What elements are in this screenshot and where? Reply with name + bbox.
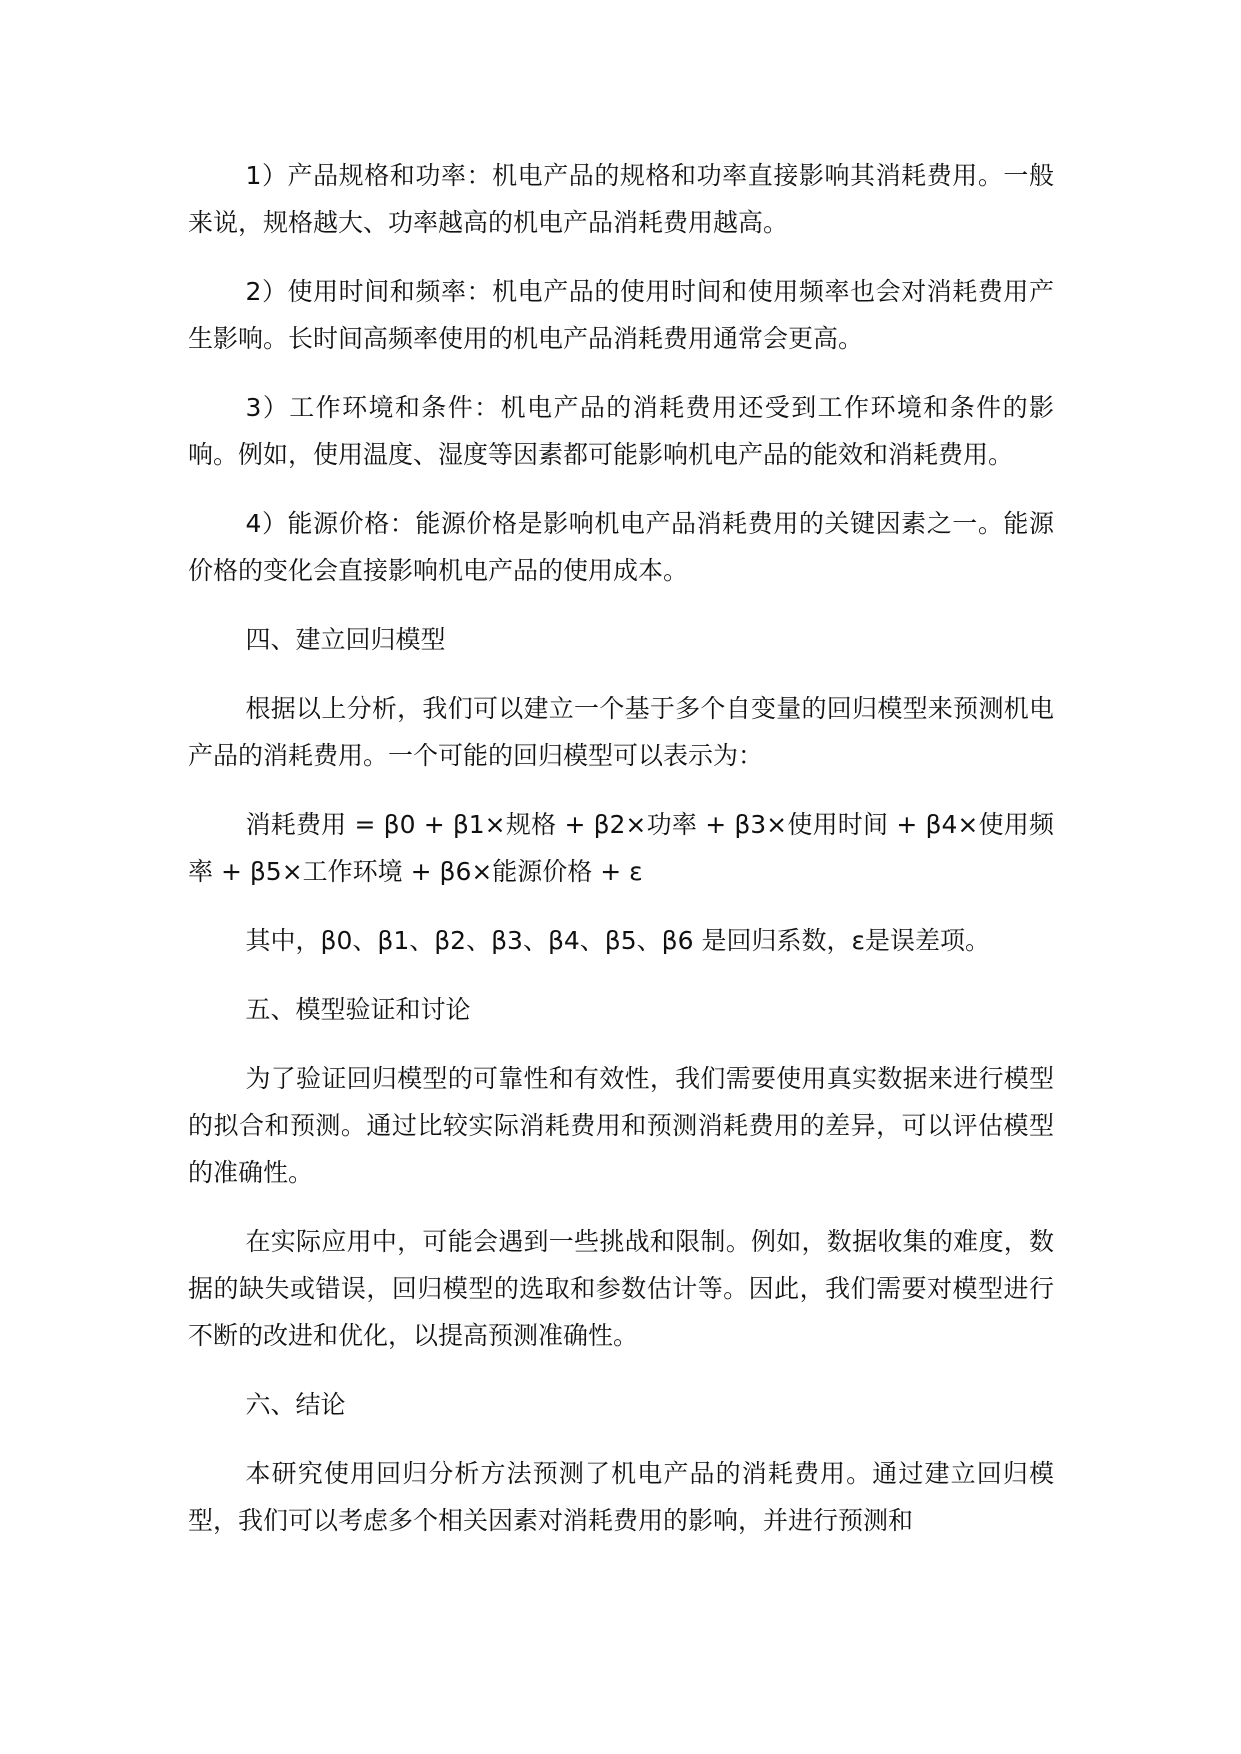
paragraph-formula: 消耗费用 = β0 + β1×规格 + β2×功率 + β3×使用时间 + β4×使用频率 + β5×工作环境 + β6×能源价格 + ε — [188, 810, 1054, 886]
paragraph-coefficients: 其中，β0、β1、β2、β3、β4、β5、β6 是回归系数，ε是误差项。 — [245, 926, 990, 955]
paragraph-spec-power: 1）产品规格和功率：机电产品的规格和功率直接影响其消耗费用。一般来说，规格越大、功率越高的机电产品消耗费用越高。 — [188, 161, 1054, 237]
paragraph-model-intro: 根据以上分析，我们可以建立一个基于多个自变量的回归模型来预测机电产品的消耗费用。一个可能的回归模型可以表示为： — [188, 694, 1054, 770]
paragraph-conclusion: 本研究使用回归分析方法预测了机电产品的消耗费用。通过建立回归模型，我们可以考虑多个相关因素对消耗费用的影响，并进行预测和 — [188, 1459, 1054, 1535]
paragraph-challenges: 在实际应用中，可能会遇到一些挑战和限制。例如，数据收集的难度，数据的缺失或错误，回归模型的选取和参数估计等。因此，我们需要对模型进行不断的改进和优化，以提高预测准确性。 — [188, 1227, 1054, 1350]
section-heading-model: 四、建立回归模型 — [245, 625, 446, 654]
paragraph-energy-price: 4）能源价格：能源价格是影响机电产品消耗费用的关键因素之一。能源价格的变化会直接影响机电产品的使用成本。 — [188, 509, 1054, 585]
paragraph-usage-time: 2）使用时间和频率：机电产品的使用时间和使用频率也会对消耗费用产生影响。长时间高频率使用的机电产品消耗费用通常会更高。 — [188, 277, 1054, 353]
paragraph-environment: 3）工作环境和条件：机电产品的消耗费用还受到工作环境和条件的影响。例如，使用温度、湿度等因素都可能影响机电产品的能效和消耗费用。 — [188, 393, 1054, 469]
paragraph-validation: 为了验证回归模型的可靠性和有效性，我们需要使用真实数据来进行模型的拟合和预测。通过比较实际消耗费用和预测消耗费用的差异，可以评估模型的准确性。 — [188, 1064, 1054, 1187]
document-body — [188, 152, 1054, 1566]
section-heading-conclusion: 六、结论 — [245, 1390, 346, 1419]
section-heading-validation: 五、模型验证和讨论 — [245, 995, 471, 1024]
